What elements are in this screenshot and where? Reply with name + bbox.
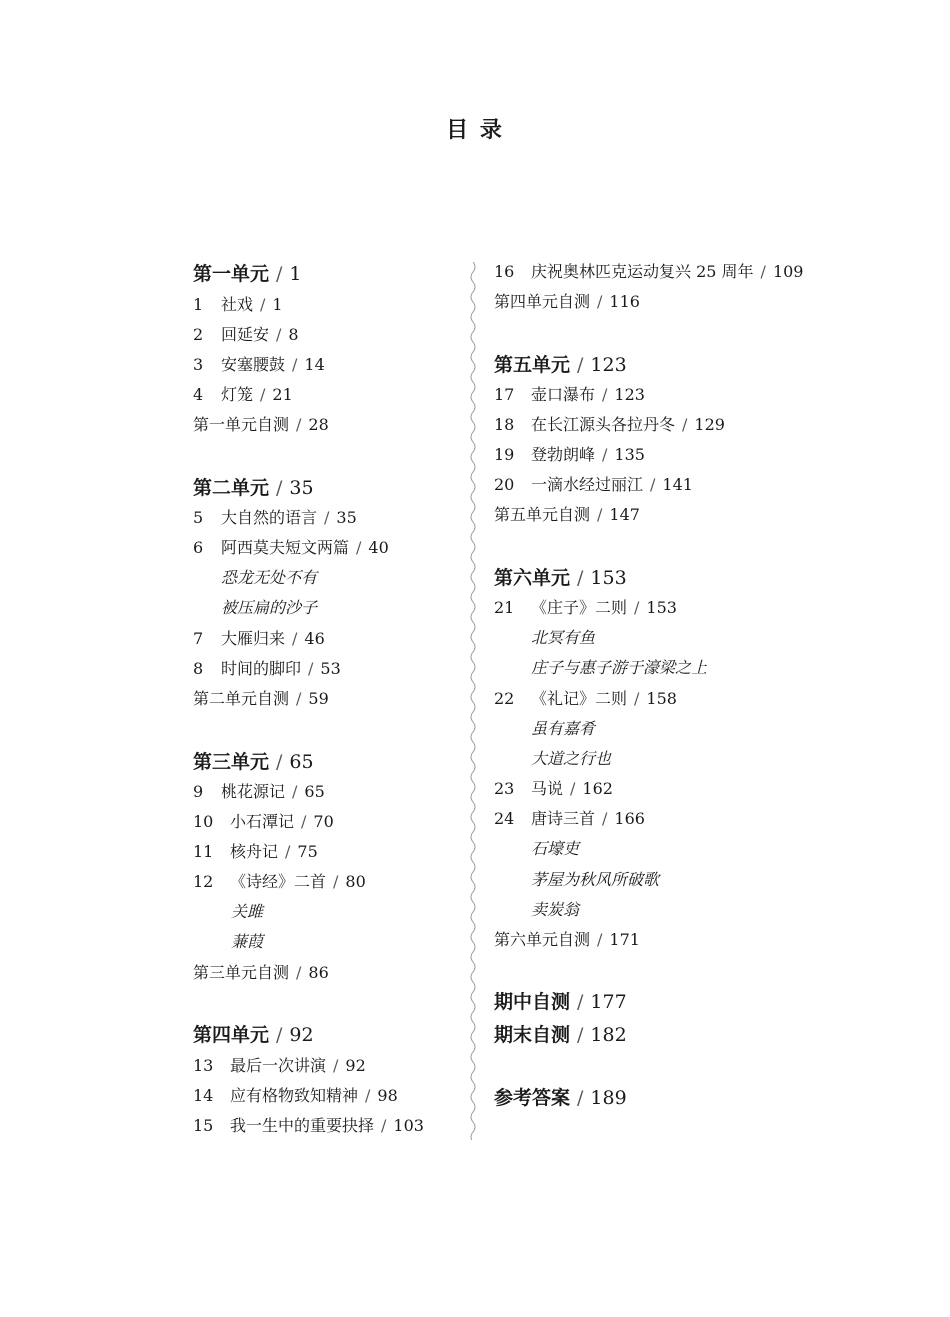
entry-number: 11 [193, 842, 214, 861]
entry-number: 23 [494, 779, 515, 798]
entry-title: 虽有嘉肴 [531, 719, 596, 738]
page-number: 116 [609, 292, 640, 311]
page-separator: / [650, 475, 656, 494]
entry-number: 22 [494, 689, 515, 708]
entry-title: 阿西莫夫短文两篇 [221, 538, 350, 557]
entry-title: 北冥有鱼 [531, 628, 596, 647]
page-separator: / [292, 355, 298, 374]
toc-entry[interactable] [193, 811, 334, 833]
entry-number: 16 [494, 262, 515, 281]
toc-entry[interactable] [193, 781, 325, 803]
page-number: 80 [345, 872, 366, 891]
entry-title: 回延安 [221, 325, 270, 344]
page-number: 153 [590, 567, 627, 589]
page-number: 129 [694, 415, 725, 434]
entry-title: 一滴水经过丽江 [531, 475, 644, 494]
page-separator: / [276, 325, 282, 344]
page-number: 65 [289, 751, 314, 773]
page-separator: / [365, 1086, 371, 1105]
page-separator: / [682, 415, 688, 434]
toc-entry[interactable] [193, 384, 293, 406]
toc-entry[interactable] [531, 899, 579, 921]
entry-title: 庄子与惠子游于濠梁之上 [531, 658, 708, 677]
page-separator: / [577, 991, 584, 1013]
page-separator: / [296, 963, 302, 982]
toc-entry[interactable] [494, 291, 640, 313]
page-number: 92 [345, 1056, 366, 1075]
entry-title: 桃花源记 [221, 782, 286, 801]
page-number: 123 [590, 354, 627, 376]
page-number: 14 [304, 355, 325, 374]
entry-title: 卖炭翁 [531, 900, 580, 919]
page-separator: / [597, 292, 603, 311]
page-separator: / [634, 689, 640, 708]
page-separator: / [260, 385, 266, 404]
toc-entry[interactable] [193, 537, 389, 559]
page-separator: / [570, 779, 576, 798]
page-separator: / [381, 1116, 387, 1135]
page-separator: / [308, 659, 314, 678]
column-divider [467, 262, 479, 1140]
page-number: 40 [368, 538, 389, 557]
entry-title: 参考答案 [494, 1087, 571, 1109]
entry-title: 被压扁的沙子 [221, 598, 318, 617]
entry-title: 灯笼 [221, 385, 254, 404]
entry-title: 时间的脚印 [221, 659, 302, 678]
entry-number: 10 [193, 812, 214, 831]
toc-entry[interactable] [531, 718, 595, 740]
page-number: 171 [609, 930, 640, 949]
entry-title: 大自然的语言 [221, 508, 318, 527]
entry-title: 《庄子》二则 [531, 598, 628, 617]
entry-title: 马说 [531, 779, 564, 798]
toc-entry[interactable] [193, 324, 299, 346]
page-separator: / [577, 354, 584, 376]
toc-entry[interactable] [221, 597, 317, 619]
page-separator: / [260, 295, 266, 314]
page-separator: / [301, 812, 307, 831]
page-separator: / [296, 689, 302, 708]
page-number: 98 [377, 1086, 398, 1105]
entry-title: 在长江源头各拉丹冬 [531, 415, 676, 434]
page-number: 28 [308, 415, 329, 434]
toc-entry[interactable] [494, 474, 693, 496]
entry-number: 4 [193, 385, 204, 404]
entry-title: 第一单元 [193, 263, 270, 285]
page-number: 92 [289, 1024, 314, 1046]
entry-title: 社戏 [221, 295, 254, 314]
entry-title: 期中自测 [494, 991, 571, 1013]
entry-title: 第二单元 [193, 477, 270, 499]
entry-number: 6 [193, 538, 204, 557]
page-number: 162 [582, 779, 613, 798]
page-separator: / [276, 1024, 283, 1046]
page-separator: / [285, 842, 291, 861]
page-number: 1 [272, 295, 283, 314]
page-separator: / [602, 385, 608, 404]
entry-title: 我一生中的重要抉择 [230, 1116, 375, 1135]
page-separator: / [333, 872, 339, 891]
entry-number: 14 [193, 1086, 214, 1105]
page-number: 158 [646, 689, 677, 708]
entry-title: 第三单元 [193, 751, 270, 773]
toc-entry[interactable] [193, 962, 329, 984]
entry-title: 庆祝奥林匹克运动复兴 25 周年 [531, 262, 754, 281]
entry-title: 茅屋为秋风所破歌 [531, 870, 660, 889]
page-number: 21 [272, 385, 293, 404]
toc-entry[interactable] [193, 354, 325, 376]
entry-title: 第五单元 [494, 354, 571, 376]
toc-entry[interactable] [193, 1085, 398, 1107]
page-number: 35 [336, 508, 357, 527]
toc-entry[interactable] [494, 1024, 627, 1046]
entry-number: 20 [494, 475, 515, 494]
toc-entry[interactable] [231, 901, 263, 923]
entry-number: 7 [193, 629, 204, 648]
page-separator: / [602, 445, 608, 464]
page-number: 35 [289, 477, 314, 499]
entry-number: 18 [494, 415, 515, 434]
page-number: 65 [304, 782, 325, 801]
page-separator: / [292, 629, 298, 648]
entry-number: 24 [494, 809, 515, 828]
page-number: 147 [609, 505, 640, 524]
page-separator: / [324, 508, 330, 527]
page-separator: / [634, 598, 640, 617]
entry-number: 12 [193, 872, 214, 891]
entry-title: 期末自测 [494, 1024, 571, 1046]
page-number: 59 [308, 689, 329, 708]
page-number: 153 [646, 598, 677, 617]
entry-title: 核舟记 [230, 842, 279, 861]
entry-title: 壶口瀑布 [531, 385, 596, 404]
entry-number: 1 [193, 295, 204, 314]
toc-entry[interactable] [193, 263, 302, 285]
page-number: 75 [297, 842, 318, 861]
toc-entry[interactable] [193, 751, 314, 773]
entry-number: 13 [193, 1056, 214, 1075]
toc-entry[interactable] [221, 567, 317, 589]
toc-entry[interactable] [494, 778, 613, 800]
entry-title: 第三单元自测 [193, 963, 290, 982]
toc-entry[interactable] [193, 477, 314, 499]
entry-title: 第四单元自测 [494, 292, 591, 311]
page-number: 182 [590, 1024, 627, 1046]
page-number: 109 [772, 262, 804, 281]
toc-entry[interactable] [494, 1087, 627, 1109]
toc-entry[interactable] [494, 991, 627, 1013]
page-separator: / [597, 930, 603, 949]
entry-number: 15 [193, 1116, 214, 1135]
toc-entry[interactable] [231, 931, 263, 953]
entry-title: 最后一次讲演 [230, 1056, 327, 1075]
page-number: 103 [393, 1116, 424, 1135]
page-number: 123 [614, 385, 645, 404]
entry-title: 大道之行也 [531, 749, 612, 768]
entry-title: 应有格物致知精神 [230, 1086, 359, 1105]
toc-entry[interactable] [494, 261, 803, 283]
page-separator: / [356, 538, 362, 557]
entry-number: 3 [193, 355, 204, 374]
entry-title: 第二单元自测 [193, 689, 290, 708]
toc-entry[interactable] [531, 838, 579, 860]
toc-entry[interactable] [494, 354, 627, 376]
toc-entry[interactable] [193, 1024, 314, 1046]
toc-entry[interactable] [193, 1055, 366, 1077]
entry-title: 小石潭记 [230, 812, 295, 831]
page-number: 8 [288, 325, 299, 344]
entry-title: 关雎 [231, 902, 264, 921]
entry-title: 第一单元自测 [193, 415, 290, 434]
toc-entry[interactable] [531, 657, 707, 679]
toc-entry[interactable] [193, 1115, 424, 1137]
page-separator: / [597, 505, 603, 524]
entry-number: 8 [193, 659, 204, 678]
entry-title: 大雁归来 [221, 629, 286, 648]
toc-entry[interactable] [531, 869, 659, 891]
entry-title: 第五单元自测 [494, 505, 591, 524]
entry-title: 第四单元 [193, 1024, 270, 1046]
toc-entry[interactable] [494, 567, 627, 589]
toc-entry[interactable] [494, 384, 645, 406]
page-separator: / [276, 751, 283, 773]
page-number: 177 [590, 991, 627, 1013]
entry-title: 第六单元自测 [494, 930, 591, 949]
entry-title: 恐龙无处不有 [221, 568, 318, 587]
page-number: 141 [662, 475, 693, 494]
entry-title: 蒹葭 [231, 932, 264, 951]
page-number: 166 [614, 809, 645, 828]
toc-entry[interactable] [193, 688, 329, 710]
page-title: 目 录 [446, 118, 504, 143]
page-number: 70 [313, 812, 334, 831]
toc-entry[interactable] [193, 294, 283, 316]
toc-entry[interactable] [531, 748, 611, 770]
page-number: 189 [590, 1087, 627, 1109]
entry-title: 第六单元 [494, 567, 571, 589]
page-separator: / [276, 477, 283, 499]
toc-entry[interactable] [193, 658, 341, 680]
toc-entry[interactable] [193, 628, 325, 650]
entry-title: 唐诗三首 [531, 809, 596, 828]
page-separator: / [333, 1056, 339, 1075]
entry-number: 9 [193, 782, 204, 801]
toc-entry[interactable] [494, 444, 645, 466]
toc-entry[interactable] [193, 841, 318, 863]
page-separator: / [577, 567, 584, 589]
entry-title: 《礼记》二则 [531, 689, 628, 708]
toc-entry[interactable] [494, 929, 640, 951]
toc-entry[interactable] [531, 627, 595, 649]
entry-number: 5 [193, 508, 204, 527]
page-separator: / [296, 415, 302, 434]
page-number: 86 [308, 963, 329, 982]
page-number: 53 [320, 659, 341, 678]
page-separator: / [602, 809, 608, 828]
entry-title: 《诗经》二首 [230, 872, 327, 891]
page-number: 1 [289, 263, 302, 285]
page-separator: / [760, 262, 766, 281]
toc-entry[interactable] [494, 504, 640, 526]
entry-title: 安塞腰鼓 [221, 355, 286, 374]
toc-entry[interactable] [494, 597, 677, 619]
entry-number: 21 [494, 598, 515, 617]
entry-number: 2 [193, 325, 204, 344]
page-separator: / [577, 1024, 584, 1046]
toc-entry[interactable] [193, 871, 366, 893]
page-separator: / [276, 263, 283, 285]
toc-entry[interactable] [193, 414, 329, 436]
page-number: 46 [304, 629, 325, 648]
toc-entry[interactable] [494, 808, 645, 830]
page-separator: / [577, 1087, 584, 1109]
toc-entry[interactable] [494, 688, 677, 710]
toc-entry[interactable] [193, 507, 357, 529]
entry-number: 19 [494, 445, 515, 464]
toc-entry[interactable] [494, 414, 725, 436]
entry-number: 17 [494, 385, 515, 404]
entry-title: 登勃朗峰 [531, 445, 596, 464]
page-separator: / [292, 782, 298, 801]
entry-title: 石壕吏 [531, 839, 580, 858]
page-number: 135 [614, 445, 645, 464]
